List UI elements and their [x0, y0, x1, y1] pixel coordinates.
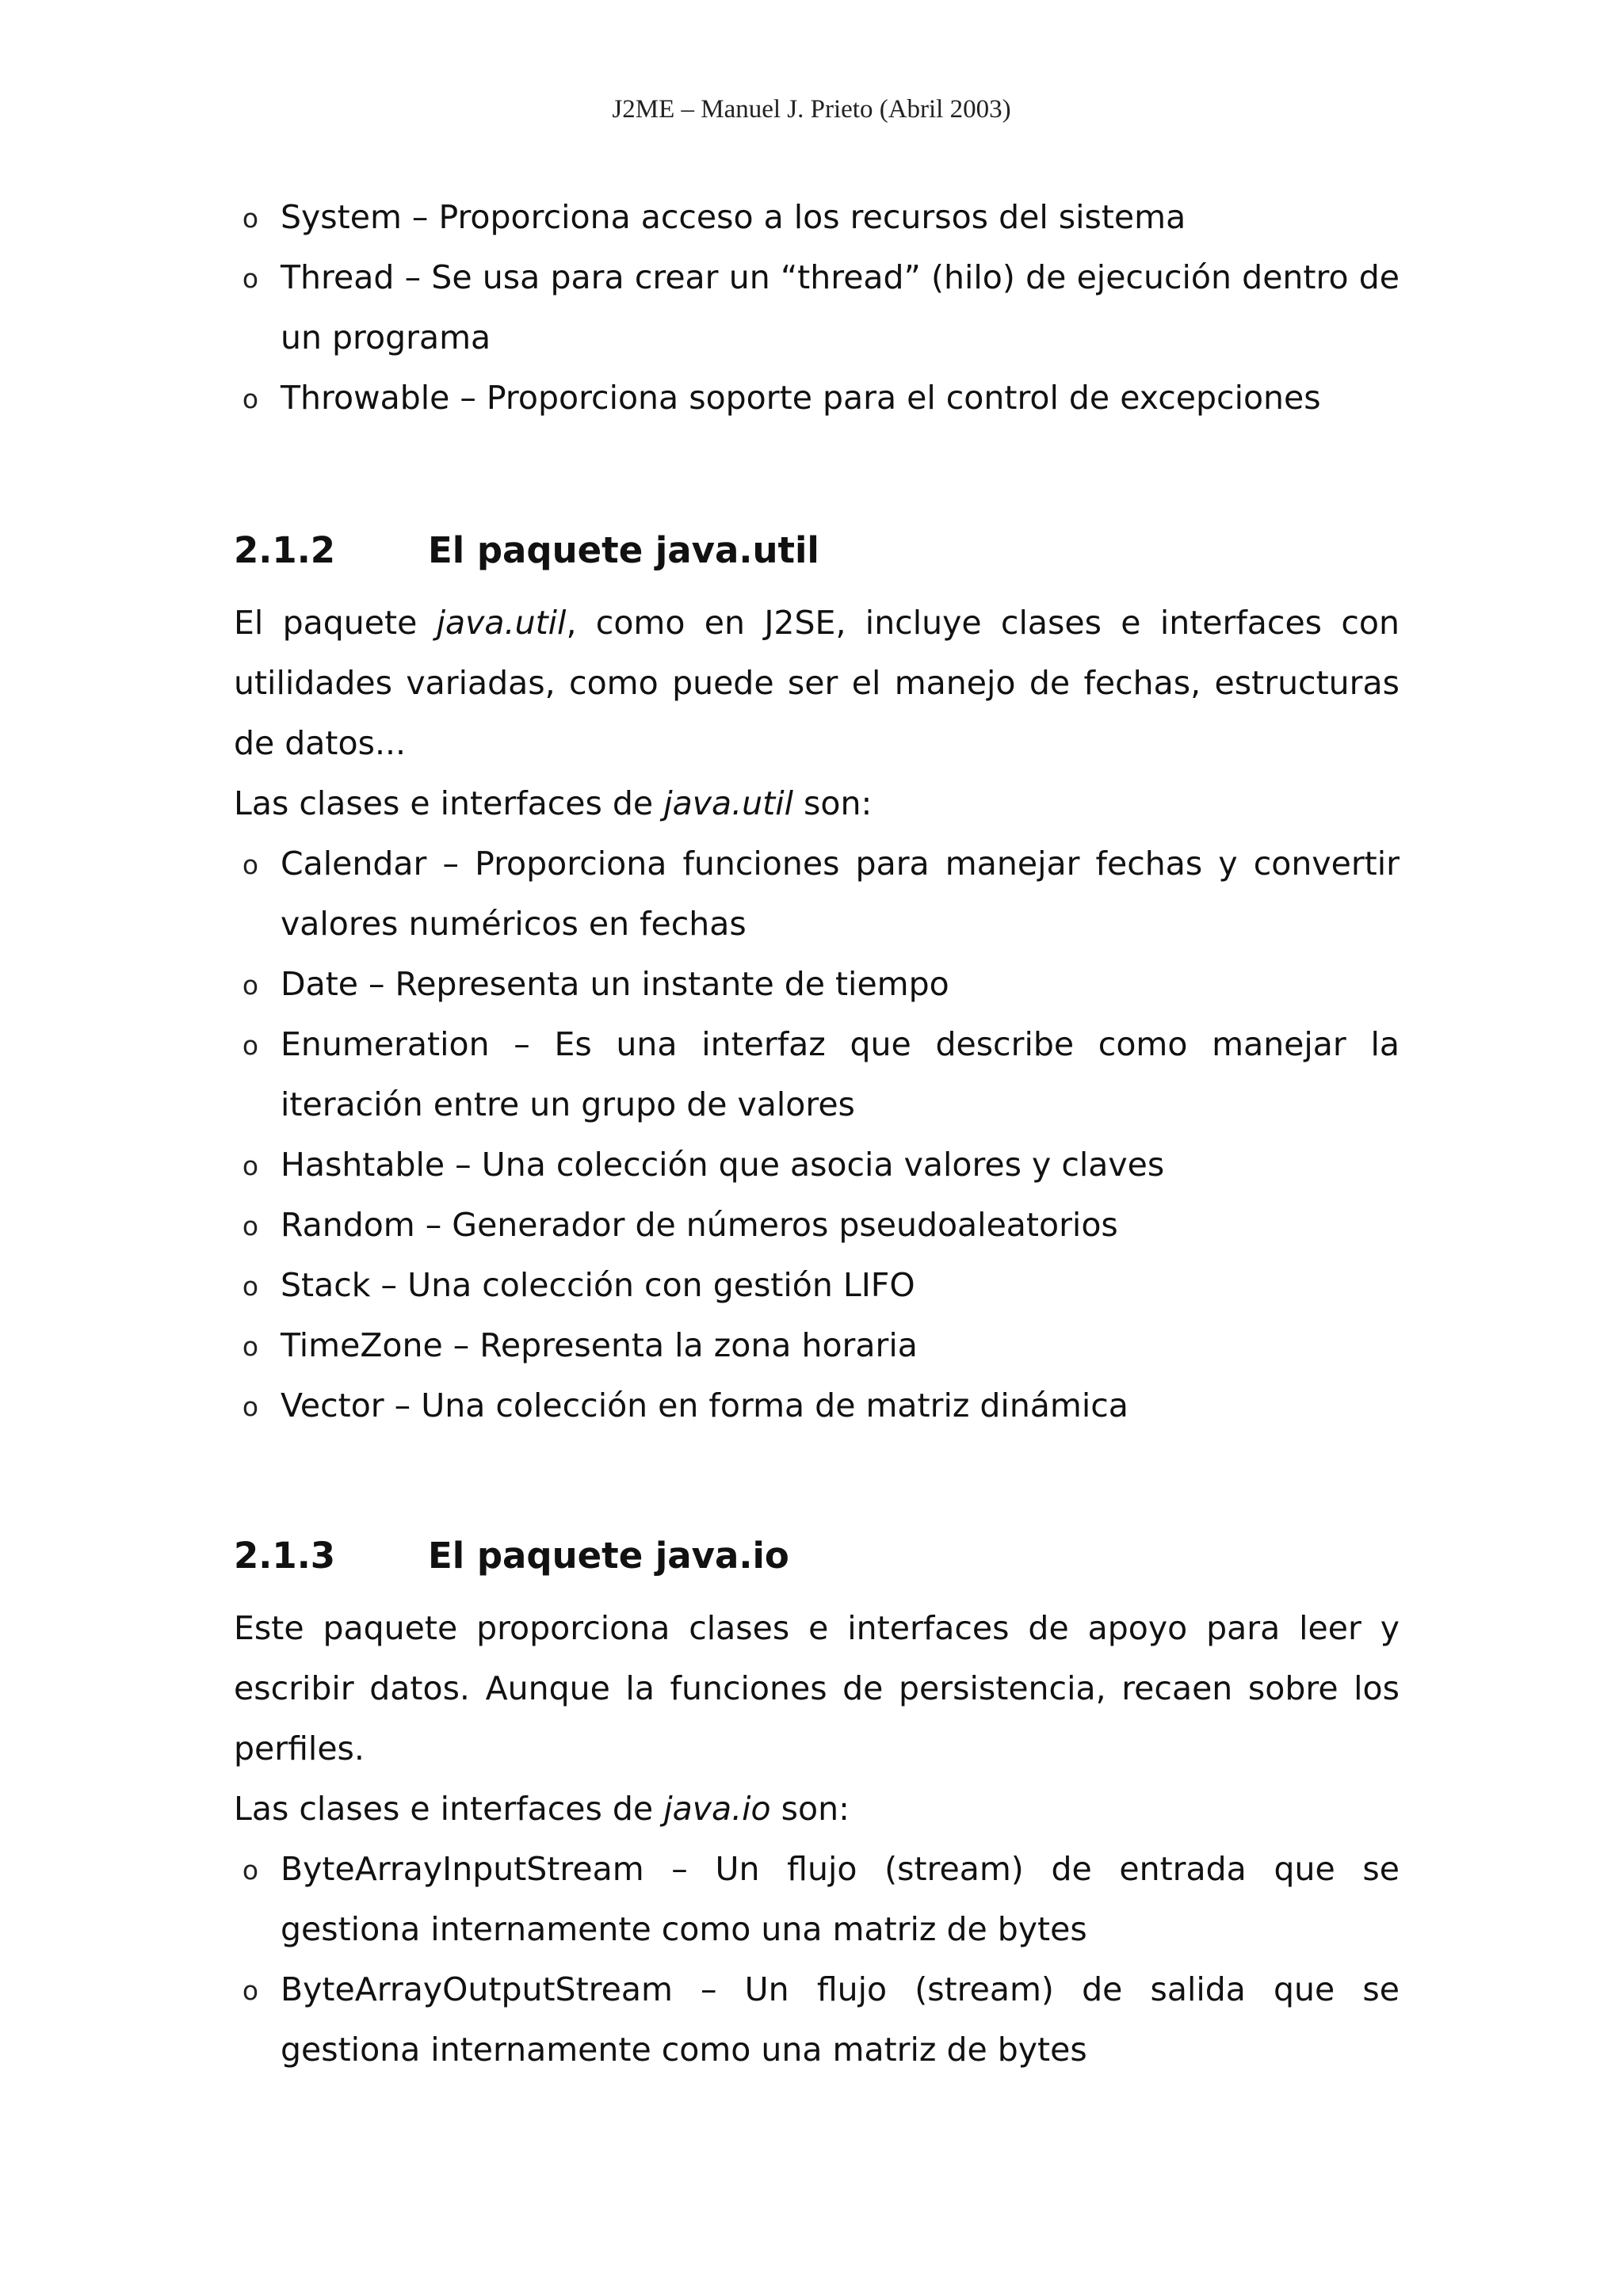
bullet-icon: o	[242, 1975, 259, 2006]
paragraph-text: El paquete	[234, 604, 437, 642]
section-title: El paquete java.io	[428, 1535, 789, 1577]
list-item-text: Enumeration – Es una interfaz que describe como manejar la iteración entre un grupo de valores	[281, 1025, 1400, 1123]
section-paragraph: Este paquete proporciona clases e interfaces de apoyo para leer y escribir datos. Aunque la funciones de persistencia, recaen sobre los perfiles.	[234, 1609, 1400, 1768]
list-item-text: Calendar – Proporciona funciones para manejar fechas y convertir valores numéricos en fechas	[281, 845, 1400, 943]
intro-text: son:	[792, 784, 873, 822]
list-item	[242, 1375, 1400, 1436]
section-number: 2.1.3	[234, 1535, 336, 1577]
java-io-class-list	[242, 1839, 1400, 2080]
java-lang-class-list	[242, 187, 1400, 428]
list-item	[242, 833, 1400, 954]
list-item-text: Thread – Se usa para crear un “thread” (hilo) de ejecución dentro de un programa	[281, 258, 1400, 357]
bullet-icon: o	[242, 1150, 259, 1181]
list-item	[242, 1135, 1400, 1195]
list-item	[242, 1959, 1400, 2080]
bullet-icon: o	[242, 1391, 259, 1422]
list-item-text: Throwable – Proporciona soporte para el control de excepciones	[281, 379, 1321, 417]
package-name: java.util	[663, 784, 793, 822]
paragraph-text: , como en J2SE, incluye clases e interfaces con utilidades variadas, como puede ser el manejo de fechas, estructuras de datos...	[234, 604, 1400, 762]
list-item-text: Stack – Una colección con gestión LIFO	[281, 1266, 915, 1304]
list-item-text: Vector – Una colección en forma de matriz dinámica	[281, 1386, 1128, 1425]
list-item-text: Hashtable – Una colección que asocia valores y claves	[281, 1146, 1165, 1184]
java-util-class-list	[242, 833, 1400, 1436]
list-item-text: Random – Generador de números pseudoaleatorios	[281, 1206, 1118, 1244]
section-number: 2.1.2	[234, 529, 336, 571]
list-item-text: TimeZone – Representa la zona horaria	[281, 1326, 918, 1364]
list-item	[242, 954, 1400, 1014]
list-intro	[234, 773, 872, 833]
section-heading-java-io	[234, 1532, 789, 1580]
list-item-text: System – Proporciona acceso a los recursos del sistema	[281, 198, 1186, 236]
list-item-text: ByteArrayInputStream – Un flujo (stream) de entrada que se gestiona internamente como una matriz de bytes	[281, 1850, 1400, 1948]
package-name: java.util	[436, 604, 567, 642]
intro-text: son:	[770, 1790, 850, 1828]
bullet-icon: o	[242, 1855, 259, 1886]
bullet-icon: o	[242, 263, 259, 294]
bullet-icon: o	[242, 383, 259, 414]
bullet-icon: o	[242, 1271, 259, 1302]
list-item-text: Date – Representa un instante de tiempo	[281, 965, 949, 1003]
intro-text: Las clases e interfaces de	[234, 1790, 664, 1828]
bullet-icon: o	[242, 970, 259, 1001]
list-item	[242, 1315, 1400, 1375]
list-item	[242, 1255, 1400, 1315]
section-heading-java-util	[234, 527, 819, 574]
list-item	[242, 247, 1400, 368]
list-item-text: ByteArrayOutputStream – Un flujo (stream) de salida que se gestiona internamente como una matriz de bytes	[281, 1970, 1400, 2069]
page-header: J2ME – Manuel J. Prieto (Abril 2003)	[612, 95, 1011, 124]
bullet-icon: o	[242, 849, 259, 880]
bullet-icon: o	[242, 203, 259, 234]
package-name: java.io	[663, 1790, 771, 1828]
intro-text: Las clases e interfaces de	[234, 784, 664, 822]
section-title: El paquete java.util	[428, 529, 819, 571]
list-item	[242, 187, 1400, 247]
list-intro	[234, 1779, 850, 1839]
list-item	[242, 1839, 1400, 1959]
list-item	[242, 368, 1400, 428]
bullet-icon: o	[242, 1211, 259, 1241]
bullet-icon: o	[242, 1331, 259, 1362]
section-paragraph	[234, 593, 1400, 773]
list-item	[242, 1014, 1400, 1135]
bullet-icon: o	[242, 1030, 259, 1061]
list-item	[242, 1195, 1400, 1255]
